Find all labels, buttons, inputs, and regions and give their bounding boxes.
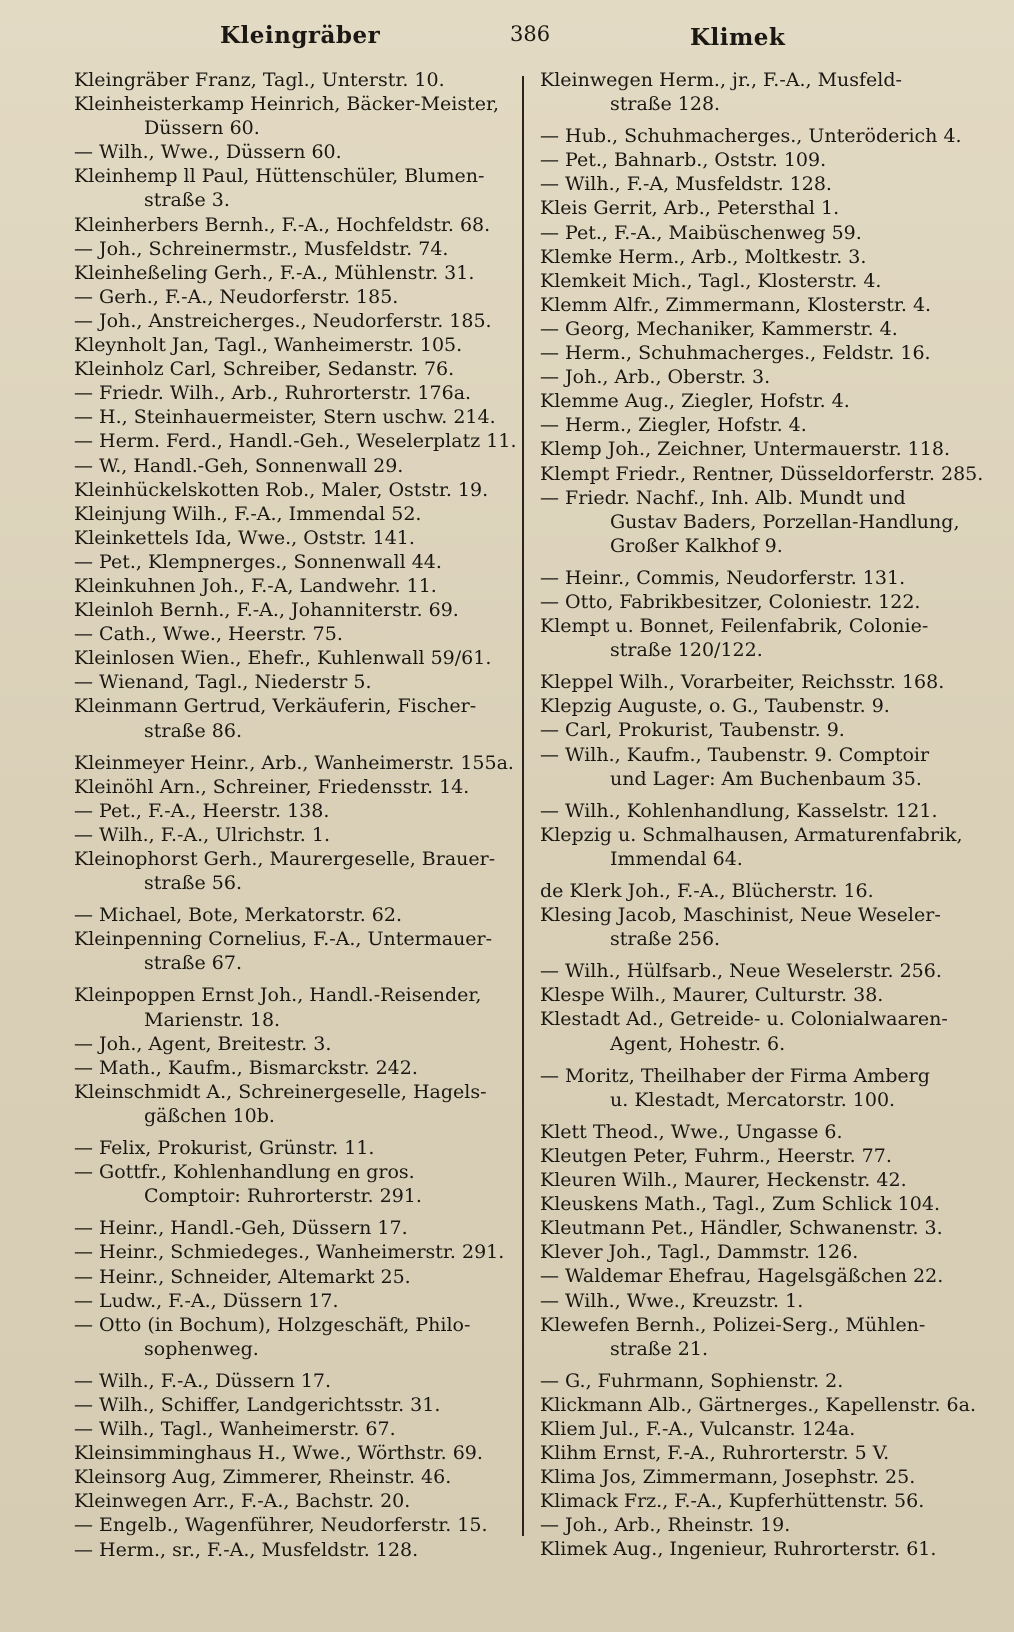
directory-entry-line: Kleuskens Math., Tagl., Zum Schlick 104. [540,1193,940,1216]
directory-entry-line: Kliem Jul., F.-A., Vulcanstr. 124a. [540,1417,856,1440]
directory-entry-line: Klemm Alfr., Zimmermann, Klosterstr. 4. [540,293,932,316]
header-right-title: Klimek [690,24,786,51]
directory-entry-line: — Herm., Ziegler, Hofstr. 4. [540,414,807,437]
right-column [540,68,984,1562]
directory-entry-line: — Joh., Anstreicherges., Neudorferstr. 185. [74,309,492,332]
directory-entry-line: Klever Joh., Tagl., Dammstr. 126. [540,1241,859,1264]
directory-entry-line: Klemme Aug., Ziegler, Hofstr. 4. [540,390,850,413]
entry-continuation-line: sophenweg. [144,1337,259,1360]
directory-entry-line: Klimack Frz., F.-A., Kupferhüttenstr. 56. [540,1490,925,1513]
directory-entry-line: — Otto, Fabrikbesitzer, Coloniestr. 122. [540,590,921,613]
entry-continuation-line: gäßchen 10b. [144,1104,275,1127]
directory-entry-line: Klestadt Ad., Getreide- u. Colonialwaaren- [540,1008,948,1031]
directory-entry-line: — Heinr., Schmiedeges., Wanheimerstr. 291. [74,1241,505,1264]
directory-entry-line: Klihm Ernst, F.-A., Ruhrorterstr. 5 V. [540,1442,890,1465]
directory-entry-line: Kleutmann Pet., Händler, Schwanenstr. 3. [540,1217,943,1240]
entry-continuation-line: Gustav Baders, Porzellan-Handlung, [610,510,960,533]
directory-entry-line: Klesing Jacob, Maschinist, Neue Weseler- [540,904,941,927]
directory-entry-line: — Michael, Bote, Merkatorstr. 62. [74,904,402,927]
directory-entry-line: — Wienand, Tagl., Niederstr 5. [74,671,372,694]
entry-continuation-line: Großer Kalkhof 9. [610,534,783,557]
directory-entry-line: Kleinjung Wilh., F.-A., Immendal 52. [74,502,422,525]
directory-entry-line: Kleis Gerrit, Arb., Petersthal 1. [540,197,840,220]
directory-entry-line: — Herm. Ferd., Handl.-Geh., Weselerplatz 11. [74,430,517,453]
entry-continuation-line: u. Klestadt, Mercatorstr. 100. [610,1088,896,1111]
directory-entry-line: — Ludw., F.-A., Düssern 17. [74,1289,339,1312]
entry-continuation-line: straße 128. [610,93,721,116]
directory-entry-line: — H., Steinhauermeister, Stern uschw. 214. [74,406,496,429]
directory-entry-line: Kleinholz Carl, Schreiber, Sedanstr. 76. [74,358,455,381]
directory-entry-line: — Otto (in Bochum), Holzgeschäft, Philo- [74,1313,471,1336]
directory-entry-line: Kleinloh Bernh., F.-A., Johanniterstr. 69. [74,599,459,622]
directory-entry-line: — Wilh., F.-A., Ulrichstr. 1. [74,823,330,846]
directory-entry-line: — Wilh., Kaufm., Taubenstr. 9. Comptoir [540,743,930,766]
directory-entry-line: — G., Fuhrmann, Sophienstr. 2. [540,1369,844,1392]
directory-entry-line: — Wilh., Hülfsarb., Neue Weselerstr. 256. [540,960,942,983]
directory-entry-line: — Wilh., F.-A, Musfeldstr. 128. [540,173,832,196]
directory-entry-line: Kleinwegen Herm., jr., F.-A., Musfeld- [540,69,902,91]
directory-entry-line: Kleinlosen Wien., Ehefr., Kuhlenwall 59/61. [74,647,492,670]
directory-entry-line: — Hub., Schuhmacherges., Unteröderich 4. [540,125,962,148]
directory-entry-line: de Klerk Joh., F.-A., Blücherstr. 16. [540,880,874,902]
directory-entry-line: Klickmann Alb., Gärtnerges., Kapellenstr. 6a. [540,1393,976,1416]
directory-entry-line: — Pet., F.-A., Maibüschenweg 59. [540,221,862,244]
entry-continuation-line: straße 86. [144,719,242,742]
directory-entry-line: — Wilh., Wwe., Kreuzstr. 1. [540,1289,804,1312]
page-number: 386 [510,22,551,46]
entry-continuation-line: Comptoir: Ruhrorterstr. 291. [144,1185,422,1208]
directory-entry-line: Kleinhemp ll Paul, Hüttenschüler, Blumen- [74,165,485,188]
directory-entry-line: — Wilh., Tagl., Wanheimerstr. 67. [74,1418,396,1441]
directory-entry-line: — Georg, Mechaniker, Kammerstr. 4. [540,317,898,340]
entry-continuation-line: straße 67. [144,952,242,975]
entry-continuation-line: straße 120/122. [610,639,763,662]
directory-entry-line: — Pet., Bahnarb., Oststr. 109. [540,149,827,172]
directory-entry-line: — Wilh., Wwe., Düssern 60. [74,141,342,164]
directory-entry-line: Klemp Joh., Zeichner, Untermauerstr. 118. [540,438,950,461]
directory-entry-line: — Joh., Agent, Breitestr. 3. [74,1032,332,1055]
directory-entry-line: — Wilh., F.-A., Düssern 17. [74,1369,332,1392]
directory-entry-line: — Joh., Arb., Oberstr. 3. [540,366,771,389]
directory-entry-line: Klett Theod., Wwe., Ungasse 6. [540,1120,843,1143]
directory-entry-line: Kleinsorg Aug, Zimmerer, Rheinstr. 46. [74,1466,452,1489]
directory-entry-line: — Wilh., Schiffer, Landgerichtsstr. 31. [74,1393,441,1416]
directory-entry-line: Kleinmeyer Heinr., Arb., Wanheimerstr. 155a. [74,751,514,774]
entry-continuation-line: straße 21. [610,1337,708,1360]
directory-entry-line: Klemkeit Mich., Tagl., Klosterstr. 4. [540,269,882,292]
directory-entry-line: Klempt u. Bonnet, Feilenfabrik, Colonie- [540,615,929,638]
directory-entry-line: Kleingräber Franz, Tagl., Unterstr. 10. [74,69,445,91]
left-column [74,68,517,1562]
directory-entry-line: — Herm., sr., F.-A., Musfeldstr. 128. [74,1538,419,1561]
directory-entry-line: Klimek Aug., Ingenieur, Ruhrorterstr. 61. [540,1538,937,1561]
directory-entry-line: — Waldemar Ehefrau, Hagelsgäßchen 22. [540,1265,944,1288]
directory-entry-line: — Wilh., Kohlenhandlung, Kasselstr. 121. [540,799,938,822]
page-header [70,18,980,54]
directory-entry-line: — Engelb., Wagenführer, Neudorferstr. 15. [74,1514,488,1537]
directory-entry-line: Kleinherbers Bernh., F.-A., Hochfeldstr. 68. [74,213,491,236]
directory-entry-line: — Heinr., Handl.-Geh, Düssern 17. [74,1217,408,1240]
directory-entry-line: — Friedr. Wilh., Arb., Ruhrorterstr. 176a. [74,382,472,405]
header-left-title: Kleingräber [220,22,381,49]
directory-entry-line: — Carl, Prokurist, Taubenstr. 9. [540,719,845,742]
directory-entry-line: — Felix, Prokurist, Grünstr. 11. [74,1137,375,1160]
directory-entry-line: Kleinheisterkamp Heinrich, Bäcker-Meister, [74,93,500,116]
directory-entry-line: Klempt Friedr., Rentner, Düsseldorferstr. 285. [540,462,984,485]
directory-entry-line: — Cath., Wwe., Heerstr. 75. [74,623,343,646]
directory-entry-line: Kleinkuhnen Joh., F.-A, Landwehr. 11. [74,574,437,597]
directory-entry-line: Kleinöhl Arn., Schreiner, Friedensstr. 14. [74,775,470,798]
entry-continuation-line: Agent, Hohestr. 6. [610,1032,786,1055]
directory-entry-line: Kleinschmidt A., Schreinergeselle, Hagels- [74,1080,487,1103]
directory-entry-line: Kleutgen Peter, Fuhrm., Heerstr. 77. [540,1144,892,1167]
column-divider [522,76,524,1536]
entry-continuation-line: und Lager: Am Buchenbaum 35. [610,767,922,790]
directory-entry-line: Kleppel Wilh., Vorarbeiter, Reichsstr. 168. [540,671,945,694]
directory-entry-line: — Heinr., Commis, Neudorferstr. 131. [540,566,906,589]
directory-entry-line: Klemke Herm., Arb., Moltkestr. 3. [540,245,867,268]
directory-entry-line: Klima Jos, Zimmermann, Josephstr. 25. [540,1466,916,1489]
directory-entry-line: Kleinophorst Gerh., Maurergeselle, Brauer- [74,848,496,870]
directory-entry-line: Kleinpoppen Ernst Joh., Handl.-Reisender, [74,984,482,1007]
directory-entry-line: — W., Handl.-Geh, Sonnenwall 29. [74,454,404,477]
directory-entry-line: Kleinpenning Cornelius, F.-A., Untermauer- [74,928,493,951]
directory-entry-line: Klepzig Auguste, o. G., Taubenstr. 9. [540,695,890,718]
directory-entry-line: — Pet., Klempnerges., Sonnenwall 44. [74,550,442,573]
directory-entry-line: Klespe Wilh., Maurer, Culturstr. 38. [540,984,884,1007]
directory-entry-line: Kleinwegen Arr., F.-A., Bachstr. 20. [74,1490,411,1513]
directory-entry-line: — Math., Kaufm., Bismarckstr. 242. [74,1056,418,1079]
directory-entry-line: Klewefen Bernh., Polizei-Serg., Mühlen- [540,1313,926,1336]
directory-entry-line: — Gottfr., Kohlenhandlung en gros. [74,1161,415,1184]
entry-continuation-line: straße 56. [144,872,242,895]
directory-entry-line: Kleinheßeling Gerh., F.-A., Mühlenstr. 31. [74,261,475,284]
directory-entry-line: — Friedr. Nachf., Inh. Alb. Mundt und [540,486,906,509]
entry-continuation-line: Immendal 64. [610,847,743,870]
directory-entry-line: — Joh., Schreinermstr., Musfeldstr. 74. [74,237,449,260]
directory-entry-line: — Joh., Arb., Rheinstr. 19. [540,1514,791,1537]
directory-entry-line: Klepzig u. Schmalhausen, Armaturenfabrik, [540,823,963,846]
directory-entry-line: Kleynholt Jan, Tagl., Wanheimerstr. 105. [74,334,463,357]
directory-entry-line: — Moritz, Theilhaber der Firma Amberg [540,1064,930,1087]
entry-continuation-line: straße 3. [144,189,230,212]
directory-entry-line: Kleinmann Gertrud, Verkäuferin, Fischer- [74,695,477,718]
directory-entry-line: — Herm., Schuhmacherges., Feldstr. 16. [540,342,931,365]
directory-entry-line: Kleinhückelskotten Rob., Maler, Oststr. 19. [74,478,489,501]
directory-entry-line: Kleinsimminghaus H., Wwe., Wörthstr. 69. [74,1442,483,1465]
entry-continuation-line: straße 256. [610,928,721,951]
directory-entry-line: Kleuren Wilh., Maurer, Heckenstr. 42. [540,1169,907,1192]
directory-entry-line: — Gerh., F.-A., Neudorferstr. 185. [74,285,399,308]
entry-continuation-line: Marienstr. 18. [144,1008,281,1031]
directory-entry-line: — Pet., F.-A., Heerstr. 138. [74,799,330,822]
directory-entry-line: Kleinkettels Ida, Wwe., Oststr. 141. [74,526,415,549]
directory-entry-line: — Heinr., Schneider, Altemarkt 25. [74,1265,411,1288]
entry-continuation-line: Düssern 60. [144,117,260,140]
